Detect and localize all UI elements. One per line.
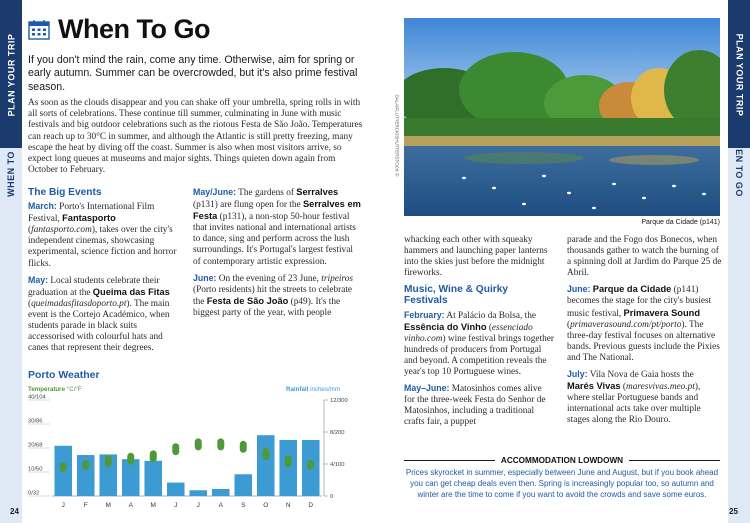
festival-february: February: At Palácio da Bolsa, the Essência do Vinho (essenciado vinho.com) wine festival brings together hundreds of producers from Portugal and beyond. A competition reveals the year's top 10 Portuguese wines.: [404, 309, 554, 378]
temperature-range-2: [82, 460, 89, 470]
month-label: O: [263, 502, 269, 509]
temperature-range-11: [285, 455, 292, 467]
temperature-range-4: [127, 453, 134, 465]
left-tick-label: 0/32: [28, 490, 40, 497]
title-row: [28, 14, 210, 45]
temperature-range-9: [240, 441, 247, 453]
right-tick-label: 4/100: [330, 462, 345, 468]
photo-caption: Parque da Cidade (p141): [641, 219, 720, 226]
temperature-range-1: [60, 462, 67, 472]
month-label: N: [285, 502, 291, 509]
rainfall-bar-8: [212, 489, 230, 496]
left-tab-plan-label: PLAN YOUR TRIP: [6, 33, 16, 117]
photo-credit: DALAIFLUTTERCK/SHUTTERSTOCK ©: [394, 94, 400, 176]
festivals-continued-2: parade and the Fogo dos Bonecos, when thousands gather to watch the burning of a spinning doll at Jardim do Parque 25 de Abril.: [567, 235, 722, 279]
festivals-heading: Music, Wine & Quirky Festivals: [404, 284, 509, 307]
rainfall-bar-11: [279, 440, 297, 496]
month-label: J: [174, 502, 178, 509]
event-may: May: Local students celebrate their graduation at the Queima das Fitas (queimadasfitasdoporto.pt). The main event is the Cortejo Académico, when students parade in black suits accessorised with colourful hats and canes that represent their degrees.: [28, 274, 170, 354]
lowdown-title: ACCOMMODATION LOWDOWN: [500, 456, 624, 465]
park-photo: [404, 18, 720, 216]
column-big-events: [28, 187, 185, 359]
temperature-range-5: [150, 450, 157, 462]
calendar-icon: [28, 20, 50, 40]
rainfall-bar-9: [234, 474, 252, 496]
month-label: F: [83, 502, 88, 509]
lowdown-heading: [404, 456, 720, 465]
intro-paragraph: As soon as the clouds disappear and you can shake off your umbrella, spring rolls in with all sorts of celebrations. These continue till summer, culminating in June with music festivals and big outdoor celebrations such as the riotous Festa de São João. Temperatures can reach up to 30°C in summer, and although the Atlantic is still pretty freezing, many escape the heat by diving off the coast. Summer is also when most visitors arrive, so expect long queues at museums and major sights. Things quieten down again from October to February.: [28, 98, 363, 176]
temperature-range-10: [262, 448, 269, 460]
event-march: March: Porto's International Film Festival, Fantasporto (fantasporto.com), takes over the city's independent cinemas, showcasing experimental, science fiction and horror flicks.: [28, 201, 177, 269]
month-label: A: [218, 502, 223, 509]
lead-paragraph: If you don't mind the rain, come any time. Otherwise, aim for spring or early autumn. Summer can be overcrowded, but it's also prime festival season.: [28, 54, 358, 93]
festival-june: June: Parque da Cidade (p141) becomes the stage for the city's busiest music festival, Primavera Sound (primaverasound.com/pt/porto). The three-day festival focuses on alternative bands. Previous guests include the Pixies and The National.: [567, 284, 720, 363]
right-tick-label: 0: [330, 494, 334, 500]
left-section-tab: [0, 0, 22, 523]
rainfall-bar-10: [257, 435, 275, 496]
temperature-range-3: [105, 455, 112, 467]
page-number-left: 24: [10, 507, 19, 516]
event-may-june: May/June: The gardens of Serralves (p131) are flung open for the Serralves em Festa (p131), a non-stop 50-hour festival that invites national and international artists to dance, sing and perform across the lush surroundings. It's Portugal's largest festival of contemporary artistic expression.: [193, 187, 361, 267]
weather-title: Porto Weather: [28, 369, 100, 381]
month-label: A: [128, 502, 133, 509]
left-tick-label: 20/68: [28, 442, 43, 449]
month-label: M: [150, 502, 156, 509]
temperature-range-6: [172, 443, 179, 455]
left-tick-label: 40/104: [28, 394, 46, 401]
left-tick-label: 30/86: [28, 418, 43, 425]
month-label: J: [61, 502, 65, 509]
right-tick-label: 8/200: [330, 430, 345, 436]
lowdown-text: Prices skyrocket in summer, especially between June and August, but if you book ahead you can get cheap deals even then. Spring is increasingly popular too, so autumn and winter are the time to come if you want to avoid the crowds and save some euros.: [405, 468, 719, 499]
festival-may-june: May–June: Matosinhos comes alive for the three-week Festa do Senhor de Matosinhos, including a traditional crafts fair, a puppet: [404, 383, 546, 428]
rainfall-bar-7: [189, 490, 207, 496]
temperature-range-7: [195, 438, 202, 450]
month-label: D: [308, 502, 314, 509]
left-tick-label: 10/50: [28, 466, 43, 473]
rainfall-bar-5: [144, 461, 162, 496]
column-festivals: [404, 235, 554, 434]
festival-july: July: Vila Nova de Gaia hosts the Marés Vivas (maresvivas.meo.pt), where stellar Portuguese bands and international acts take over multiple stages along the Rio Douro.: [567, 369, 701, 426]
month-label: M: [105, 502, 111, 509]
temperature-range-8: [217, 438, 224, 450]
month-label: S: [241, 502, 246, 509]
lowdown-rule-left: [404, 460, 495, 461]
temperature-legend: Temperature °C/°F: [28, 386, 82, 393]
weather-chart: [28, 392, 358, 514]
right-tab-when-label: WHEN TO GO: [734, 133, 744, 197]
lowdown-rule-right: [629, 460, 720, 461]
right-tick-label: 12/300: [330, 398, 348, 404]
left-tab-when-label: WHEN TO GO: [6, 133, 16, 197]
event-june: June: On the evening of 23 June, tripeiros (Porto residents) hit the streets to celebrate the Festa de São João (p49). It's the biggest party of the year, with people: [193, 272, 353, 318]
month-label: J: [196, 502, 200, 509]
right-tab-plan-label: PLAN YOUR TRIP: [734, 33, 744, 117]
festivals-continued: whacking each other with squeaky hammers and launching paper lanterns into the skies just before the midnight fireworks.: [404, 235, 548, 279]
rainfall-legend: Rainfall inches/mm: [286, 386, 340, 393]
left-tab-light-band: [0, 148, 22, 523]
column-festivals-cont: [567, 235, 722, 432]
temperature-range-12: [307, 460, 314, 470]
rainfall-bar-6: [167, 483, 185, 496]
right-section-tab: [728, 0, 750, 523]
page-title: When To Go: [58, 14, 210, 44]
column-big-events-cont: [193, 187, 361, 324]
page-number-right: 25: [729, 507, 738, 516]
big-events-heading: The Big Events: [28, 187, 102, 198]
